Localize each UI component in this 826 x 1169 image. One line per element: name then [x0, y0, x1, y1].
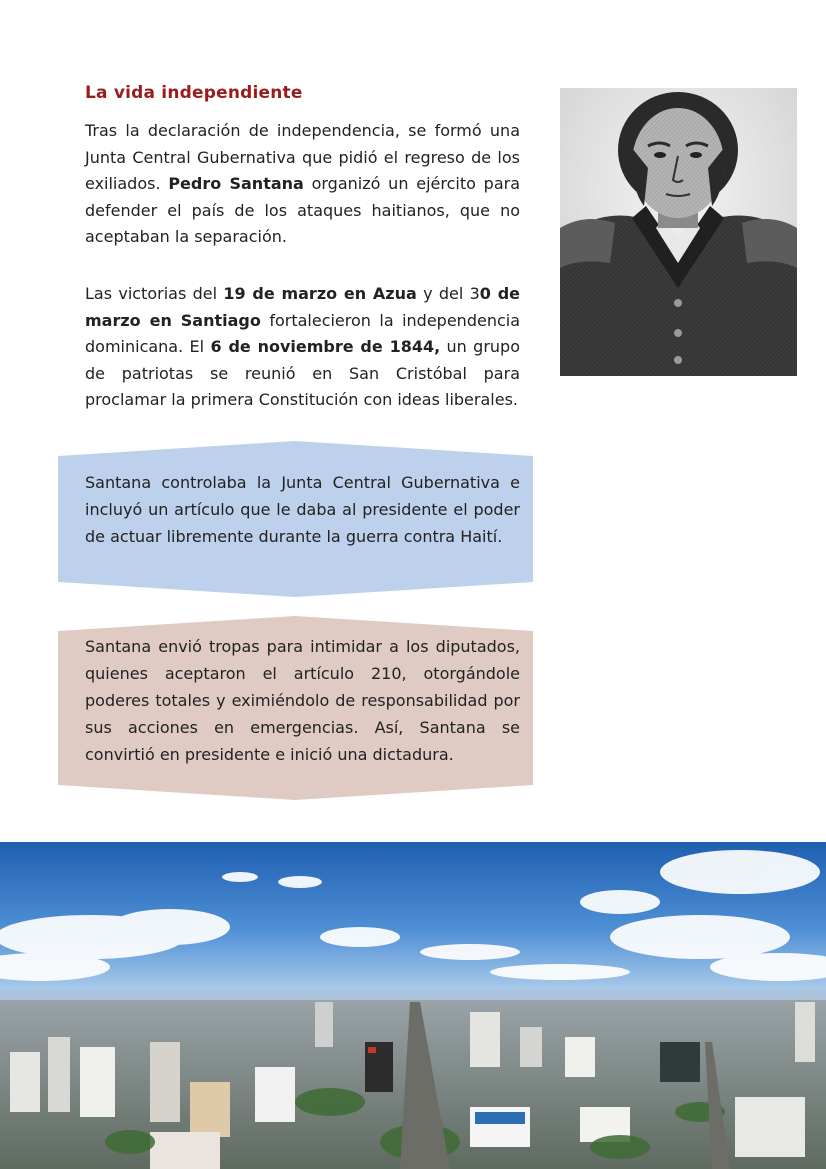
paragraph-text: fortalecieron la independencia dominicana. El — [85, 310, 521, 356]
portrait-illustration — [560, 88, 797, 376]
bold-text: 19 de marzo en Azua — [223, 284, 417, 303]
callout-text: Santana controlaba la Junta Central Gubernativa e incluyó un artículo que le daba al presidente el poder de actuar libremente durante la guerra contra Haití. — [85, 473, 520, 546]
city-panorama-illustration — [0, 842, 826, 1169]
bold-text: 0 de marzo en Santiago — [85, 284, 521, 330]
section-title: La vida independiente — [85, 83, 303, 103]
paragraph-independence — [85, 118, 520, 251]
portrait-image — [560, 88, 797, 376]
paragraph-victories — [85, 281, 520, 414]
paragraph-text: Tras la declaración de independencia, se formó una Junta Central Gubernativa que pidió el regreso de los exiliados. — [85, 121, 520, 193]
paragraph-text: un grupo de patriotas se reunió en San Cristóbal para proclamar la primera Constitución con ideas liberales. — [85, 337, 520, 409]
paragraph-text: Las victorias del — [85, 284, 224, 303]
callout-box-beige — [58, 616, 533, 800]
bold-text: 6 de noviembre de 1844, — [210, 337, 441, 356]
paragraph-text: organizó un ejército para defender el país de los ataques haitianos, que no aceptaban la separación. — [85, 174, 521, 246]
callout-text: Santana envió tropas para intimidar a los diputados, quienes aceptaron el artículo 210, otorgándole poderes totales y eximiéndolo de responsabilidad por sus acciones en emergencias. Así, Santana se convirtió en presidente e inició una dictadura. — [85, 637, 520, 764]
paragraph-text: y del 3 — [416, 284, 480, 303]
callout-box-blue — [58, 441, 533, 597]
bold-text: Pedro Santana — [168, 174, 304, 193]
city-panorama-image — [0, 842, 826, 1169]
